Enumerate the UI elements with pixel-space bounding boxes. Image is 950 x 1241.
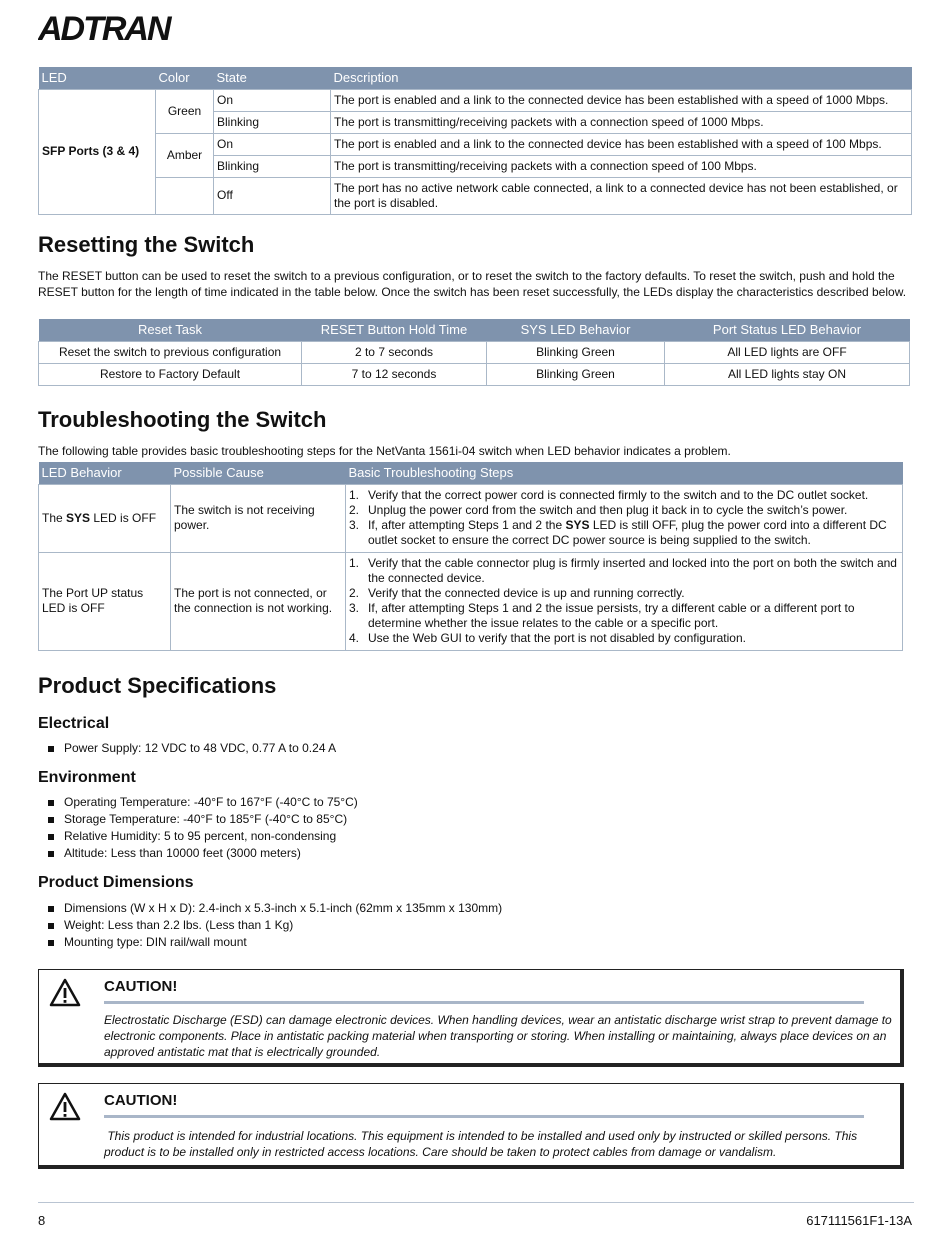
table-cell: All LED lights stay ON: [665, 363, 910, 385]
logo-text: ADTRAN: [38, 10, 170, 46]
state-cell: Off: [214, 177, 331, 214]
document-number: 617111561F1-13A: [806, 1213, 912, 1228]
trouble-heading: Troubleshooting the Switch: [38, 407, 327, 432]
table-row: [39, 363, 910, 385]
header-hold-time: RESET Button Hold Time: [302, 319, 487, 341]
list-item: 2. Verify that the connected device is up and running correctly.: [349, 586, 685, 600]
header-led-behavior: LED Behavior: [39, 462, 171, 484]
reset-body: The RESET button can be used to reset the switch to a previous configuration, or to reset the switch to the factory defaults. To reset the switch, push and hold the RESET button for the length of time indicated in the table below. Once the switch has been reset successfully, the LEDs display the characteristics described below.: [38, 269, 907, 299]
dimensions-list: [48, 900, 502, 951]
warning-icon: [49, 1092, 81, 1122]
troubleshooting-table: [38, 462, 903, 651]
list-item: Power Supply: 12 VDC to 48 VDC, 0.77 A to 0.24 A: [48, 740, 336, 757]
table-cell: Blinking Green: [487, 341, 665, 363]
bullet-icon: [48, 851, 54, 857]
list-item: Dimensions (W x H x D): 2.4-inch x 5.3-inch x 5.1-inch (62mm x 135mm x 130mm): [48, 900, 502, 917]
list-item: Altitude: Less than 10000 feet (3000 meters): [48, 845, 358, 862]
bullet-icon: [48, 923, 54, 929]
header-possible-cause: Possible Cause: [171, 462, 346, 484]
color-green: Green: [156, 89, 214, 133]
logo-graphic: [38, 8, 180, 46]
specs-heading: Product Specifications: [38, 673, 277, 698]
state-cell: On: [214, 133, 331, 155]
header-port-led: Port Status LED Behavior: [665, 319, 910, 341]
caution-rule: [104, 1001, 864, 1004]
trouble-body: The following table provides basic troubleshooting steps for the NetVanta 1561i-04 switch when LED behavior indicates a problem.: [38, 444, 731, 458]
header-description: Description: [331, 67, 912, 89]
table-header-row: [39, 319, 910, 341]
bullet-icon: [48, 817, 54, 823]
description-cell: The port is enabled and a link to the connected device has been established with a speed of 1000 Mbps.: [331, 89, 912, 111]
bullet-icon: [48, 906, 54, 912]
electrical-heading: Electrical: [38, 715, 110, 732]
header-steps: Basic Troubleshooting Steps: [346, 462, 903, 484]
caution-box-industrial: [38, 1083, 904, 1169]
behavior-cell: The SYS LED is OFF: [39, 484, 171, 552]
state-cell: Blinking: [214, 111, 331, 133]
caution-box-esd: [38, 969, 904, 1067]
state-cell: On: [214, 89, 331, 111]
list-item: 4. Use the Web GUI to verify that the port is not disabled by configuration.: [349, 631, 746, 645]
bullet-icon: [48, 746, 54, 752]
bullet-icon: [48, 800, 54, 806]
cause-cell: The port is not connected, or the connection is not working.: [171, 552, 346, 650]
list-item: Operating Temperature: -40°F to 167°F (-40°C to 75°C): [48, 794, 358, 811]
description-cell: The port is transmitting/receiving packets with a connection speed of 100 Mbps.: [331, 155, 912, 177]
table-row: [39, 177, 912, 214]
steps-list: [349, 556, 899, 646]
led-status-table: [38, 67, 912, 215]
header-reset-task: Reset Task: [39, 319, 302, 341]
adtran-logo: [38, 8, 180, 46]
header-led: LED: [39, 67, 156, 89]
warning-icon: [49, 978, 81, 1008]
page-number: 8: [38, 1213, 46, 1228]
list-item: Relative Humidity: 5 to 95 percent, non-condensing: [48, 828, 358, 845]
caution-title: CAUTION!: [104, 1092, 178, 1109]
list-item: 3. If, after attempting Steps 1 and 2 the issue persists, try a different cable or a different port to determine whether the issue relates to the cable or a specific port.: [349, 601, 855, 630]
list-item: Weight: Less than 2.2 lbs. (Less than 1 Kg): [48, 917, 502, 934]
bullet-icon: [48, 940, 54, 946]
steps-list: [349, 488, 899, 548]
header-color: Color: [156, 67, 214, 89]
reset-table: [38, 319, 910, 386]
list-item: 2. Unplug the power cord from the switch and then plug it back in to cycle the switch’s power.: [349, 503, 848, 517]
table-row: [39, 552, 903, 650]
list-item: 3. If, after attempting Steps 1 and 2 the SYS LED is still OFF, plug the power cord into a different DC outlet socket to ensure the correct DC power source is being supplied to the switch.: [349, 518, 887, 547]
description-cell: The port is transmitting/receiving packets with a connection speed of 1000 Mbps.: [331, 111, 912, 133]
table-cell: Restore to Factory Default: [39, 363, 302, 385]
header-state: State: [214, 67, 331, 89]
caution-text: This product is intended for industrial locations. This equipment is intended to be installed and used only by instructed or skilled persons. This product is to be installed only in restricted access locations. Care should be taken to protect cables from damage or vandalism.: [104, 1129, 861, 1159]
environment-heading: Environment: [38, 769, 136, 786]
list-item: 1. Verify that the cable connector plug is firmly inserted and locked into the port on both the switch and the connected device.: [349, 556, 897, 585]
header-sys-led: SYS LED Behavior: [487, 319, 665, 341]
table-cell: All LED lights are OFF: [665, 341, 910, 363]
table-cell: 7 to 12 seconds: [302, 363, 487, 385]
environment-list: [48, 794, 358, 862]
bullet-icon: [48, 834, 54, 840]
color-amber: Amber: [156, 133, 214, 177]
table-row: [39, 89, 912, 111]
description-cell: The port has no active network cable connected, a link to a connected device has not been established, or the port is disabled.: [331, 177, 912, 214]
caution-text: Electrostatic Discharge (ESD) can damage electronic devices. When handling devices, wear an antistatic discharge wrist strap to prevent damage to electronic components. Place in antistatic packing material when transporting or storing. When installing or maintaining, always place devices on an approved antistatic mat that is electrically grounded.: [104, 1013, 892, 1059]
list-item: 1. Verify that the correct power cord is connected firmly to the switch and to the DC outlet socket.: [349, 488, 869, 502]
table-cell: Reset the switch to previous configuration: [39, 341, 302, 363]
table-header-row: [39, 67, 912, 89]
color-empty: [156, 177, 214, 214]
table-row: [39, 484, 903, 552]
cause-cell: The switch is not receiving power.: [171, 484, 346, 552]
table-header-row: [39, 462, 903, 484]
port-label: SFP Ports (3 & 4): [39, 89, 156, 214]
list-item: Mounting type: DIN rail/wall mount: [48, 934, 502, 951]
steps-cell: [346, 484, 903, 552]
table-cell: 2 to 7 seconds: [302, 341, 487, 363]
footer-divider: [38, 1202, 914, 1203]
dimensions-heading: Product Dimensions: [38, 874, 194, 891]
table-cell: Blinking Green: [487, 363, 665, 385]
behavior-cell: The Port UP status LED is OFF: [39, 552, 171, 650]
electrical-list: [48, 740, 336, 757]
caution-rule: [104, 1115, 864, 1118]
state-cell: Blinking: [214, 155, 331, 177]
description-cell: The port is enabled and a link to the connected device has been established with a speed of 100 Mbps.: [331, 133, 912, 155]
table-row: [39, 341, 910, 363]
table-row: [39, 133, 912, 155]
list-item: Storage Temperature: -40°F to 185°F (-40°C to 85°C): [48, 811, 358, 828]
steps-cell: [346, 552, 903, 650]
reset-heading: Resetting the Switch: [38, 232, 255, 257]
caution-title: CAUTION!: [104, 978, 178, 995]
